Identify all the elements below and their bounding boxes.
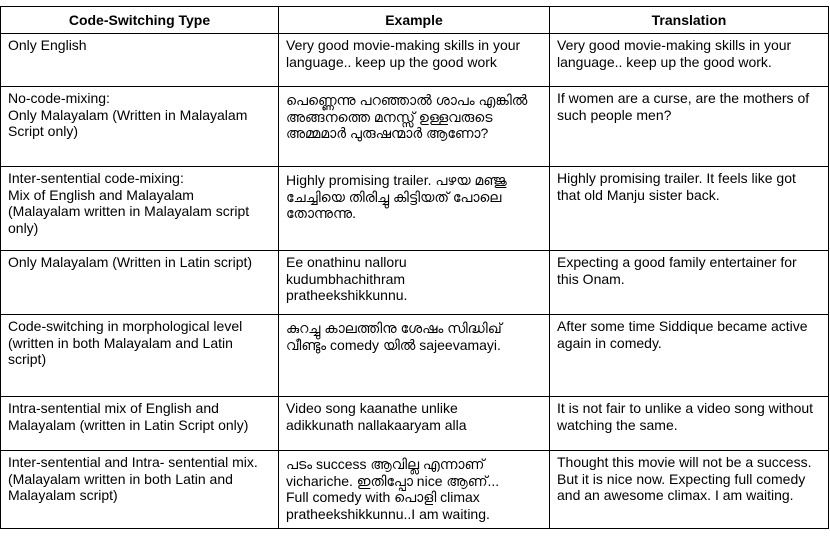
type-cell: Intra-sentential mix of English and Malayalam (written in Latin Script only) <box>1 397 279 451</box>
table-row <box>1 167 829 251</box>
table-row <box>1 397 829 451</box>
header-example: Example <box>279 7 550 34</box>
translation-cell: After some time Siddique became active again in comedy. <box>550 315 829 397</box>
table-row <box>1 315 829 397</box>
example-cell: പെണ്ണെന്നു പറഞ്ഞാൽ ശാപം എങ്കിൽ അങ്ങനത്തെ മനസ്സ് ഉള്ളവരുടെ അമ്മമാർ പുരുഷന്മാർ ആണോ? <box>279 87 550 167</box>
example-cell: Ee onathinu nalloru kudumbhachithram pratheekshikkunnu. <box>279 251 550 315</box>
table-row <box>1 451 829 529</box>
example-cell: പടം success ആവില്ല എന്നാണ് vichariche. ഇതിപ്പോ nice ആണ്... Full comedy with പൊളി climax pratheekshikkunnu..I am waiting. <box>279 451 550 529</box>
type-cell: Code-switching in morphological level (written in both Malayalam and Latin script) <box>1 315 279 397</box>
type-cell: No-code-mixing: Only Malayalam (Written in Malayalam Script only) <box>1 87 279 167</box>
header-row <box>1 7 829 34</box>
header-type: Code-Switching Type <box>1 7 279 34</box>
translation-cell: If women are a curse, are the mothers of such people men? <box>550 87 829 167</box>
type-cell: Only Malayalam (Written in Latin script) <box>1 251 279 315</box>
example-cell: Video song kaanathe unlike adikkunath nallakaaryam alla <box>279 397 550 451</box>
header-translation: Translation <box>550 7 829 34</box>
translation-cell: Very good movie-making skills in your language.. keep up the good work. <box>550 34 829 87</box>
type-cell: Inter-sentential and Intra- sentential mix. (Malayalam written in both Latin and Malayalam script) <box>1 451 279 529</box>
code-switching-table <box>0 6 829 529</box>
example-cell: കുറച്ചു കാലത്തിനു ശേഷം സിദ്ധിഖ് വീണ്ടും comedy യിൽ sajeevamayi. <box>279 315 550 397</box>
type-cell: Only English <box>1 34 279 87</box>
type-cell: Inter-sentential code-mixing: Mix of English and Malayalam (Malayalam written in Malayalam script only) <box>1 167 279 251</box>
example-cell: Highly promising trailer. പഴയ മഞ്ജു ചേച്ചിയെ തിരിച്ചു കിട്ടിയത് പോലെ തോന്നുന്നു. <box>279 167 550 251</box>
translation-cell: Thought this movie will not be a success. But it is nice now. Expecting full comedy and an awesome climax. I am waiting. <box>550 451 829 529</box>
example-cell: Very good movie-making skills in your language.. keep up the good work <box>279 34 550 87</box>
table-row <box>1 87 829 167</box>
table-row <box>1 34 829 87</box>
table-row <box>1 251 829 315</box>
translation-cell: Highly promising trailer. It feels like got that old Manju sister back. <box>550 167 829 251</box>
translation-cell: It is not fair to unlike a video song without watching the same. <box>550 397 829 451</box>
translation-cell: Expecting a good family entertainer for this Onam. <box>550 251 829 315</box>
